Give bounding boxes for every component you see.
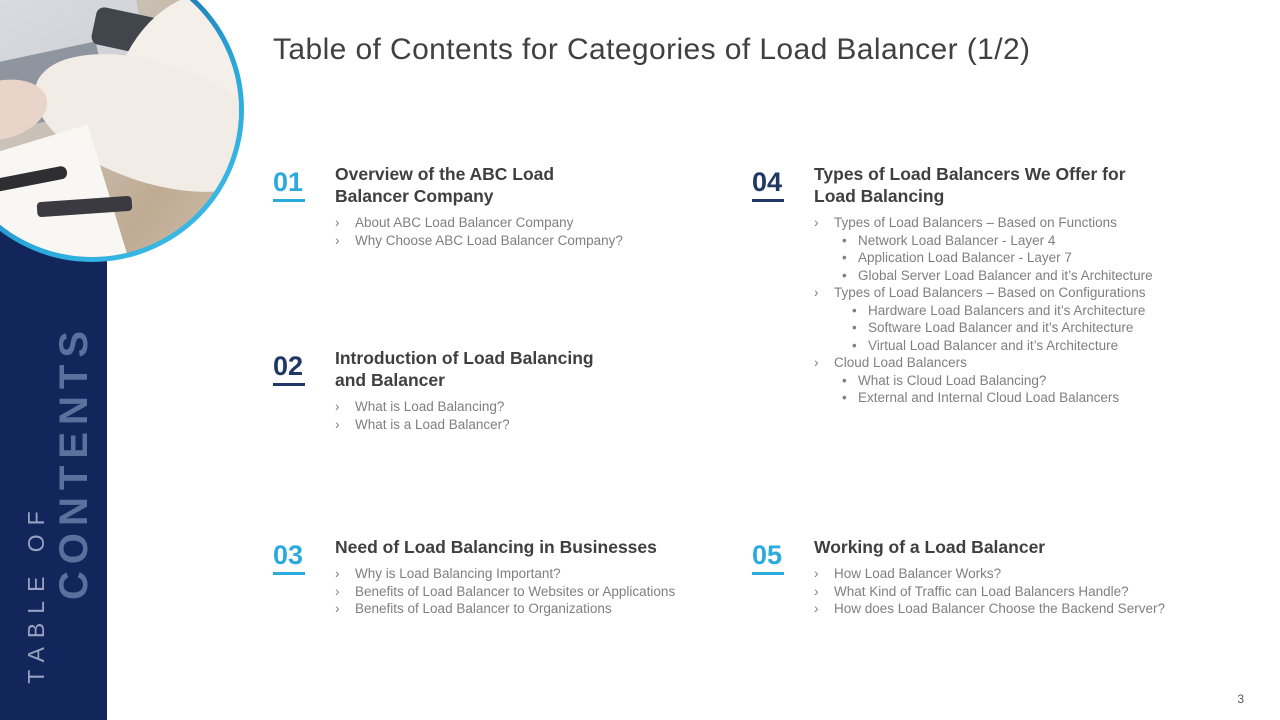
toc-item-text: About ABC Load Balancer Company [355, 215, 574, 230]
section-04 [752, 163, 1153, 407]
toc-item [814, 372, 1153, 390]
chevron-bullet-icon: › [814, 583, 819, 599]
chevron-bullet-icon: › [814, 566, 819, 581]
hands-typing-laptop-photo [0, 0, 239, 257]
section-05-number [752, 536, 814, 618]
section-01-number [273, 163, 335, 249]
dot-bullet-icon: • [842, 390, 847, 405]
toc-item [335, 600, 675, 618]
chevron-bullet-icon: › [814, 215, 819, 230]
chevron-bullet-icon: › [814, 355, 819, 370]
toc-item [814, 354, 1153, 372]
toc-item [814, 302, 1153, 320]
page-title: Table of Contents for Categories of Load Balancer (1/2) [273, 33, 1031, 66]
section-02-title: Introduction of Load Balancing and Balancer [335, 348, 594, 390]
toc-item-text: Cloud Load Balancers [834, 355, 967, 370]
toc-item-text: Application Load Balancer - Layer 7 [858, 250, 1072, 265]
section-05-number-link[interactable]: 05 [752, 542, 784, 575]
toc-item [814, 600, 1165, 618]
section-02-number [273, 347, 335, 433]
chevron-bullet-icon: › [335, 583, 340, 599]
section-03-number-link[interactable]: 03 [273, 542, 305, 575]
toc-item-text: External and Internal Cloud Load Balancers [858, 390, 1120, 405]
section-05-content [814, 536, 1165, 618]
toc-item [814, 319, 1153, 337]
dot-bullet-icon: • [852, 337, 857, 353]
section-04-content [814, 163, 1153, 407]
section-03-items [335, 565, 675, 618]
toc-item-text: What is Load Balancing? [355, 399, 505, 414]
toc-item-text: How Load Balancer Works? [834, 566, 1002, 581]
toc-item [814, 565, 1165, 583]
page-number: 3 [1237, 692, 1244, 706]
dot-bullet-icon: • [842, 250, 847, 265]
section-03-content [335, 536, 675, 618]
section-04-number [752, 163, 814, 407]
toc-item-text: Why is Load Balancing Important? [355, 566, 561, 581]
toc-item [814, 583, 1165, 601]
toc-item-text: What is Cloud Load Balancing? [858, 372, 1047, 388]
toc-item-text: Global Server Load Balancer and it’s Architecture [858, 267, 1153, 283]
section-05-items [814, 565, 1165, 618]
chevron-bullet-icon: › [335, 215, 340, 230]
toc-item-text: Benefits of Load Balancer to Websites or Applications [355, 583, 676, 599]
toc-item-text: What Kind of Traffic can Load Balancers Handle? [834, 583, 1129, 599]
dot-bullet-icon: • [842, 267, 847, 283]
toc-item-text: Types of Load Balancers – Based on Configurations [834, 285, 1146, 300]
sidebar-table-of-label: TABLE OF [23, 502, 49, 684]
toc-item [814, 284, 1153, 302]
section-02-items [335, 398, 607, 433]
toc-item-text: Virtual Load Balancer and it’s Architecture [868, 337, 1119, 353]
toc-item [335, 232, 623, 250]
toc-item [335, 416, 607, 434]
toc-item [814, 337, 1153, 355]
toc-item [814, 249, 1153, 267]
toc-item [335, 583, 675, 601]
toc-item-text: How does Load Balancer Choose the Backend Server? [834, 601, 1165, 616]
toc-item [814, 389, 1153, 407]
toc-item-text: Hardware Load Balancers and it’s Architecture [868, 302, 1146, 318]
section-01-content [335, 163, 623, 249]
chevron-bullet-icon: › [335, 601, 340, 616]
toc-item-text: Why Choose ABC Load Balancer Company? [355, 232, 623, 248]
dot-bullet-icon: • [842, 232, 847, 248]
toc-item [814, 214, 1153, 232]
dot-bullet-icon: • [842, 372, 847, 388]
section-02-content [335, 347, 607, 433]
toc-item [335, 398, 607, 416]
section-04-title: Types of Load Balancers We Offer for Load Balancing [814, 164, 1126, 206]
chevron-bullet-icon: › [335, 399, 340, 414]
section-02 [273, 347, 607, 433]
toc-item [335, 214, 623, 232]
toc-item [814, 232, 1153, 250]
toc-item-text: Software Load Balancer and it’s Architecture [868, 320, 1134, 335]
section-03 [273, 536, 675, 618]
chevron-bullet-icon: › [335, 232, 340, 248]
toc-item [814, 267, 1153, 285]
chevron-bullet-icon: › [814, 601, 819, 616]
toc-item [335, 565, 675, 583]
section-01-number-link[interactable]: 01 [273, 169, 305, 202]
section-04-number-link[interactable]: 04 [752, 169, 784, 202]
section-03-number [273, 536, 335, 618]
toc-item-text: Benefits of Load Balancer to Organizations [355, 601, 612, 616]
sidebar-contents-label: CONTENTS [52, 324, 96, 600]
section-01-title: Overview of the ABC Load Balancer Company [335, 164, 555, 206]
section-03-title: Need of Load Balancing in Businesses [335, 537, 657, 557]
section-01-items [335, 214, 623, 249]
section-02-number-link[interactable]: 02 [273, 353, 305, 386]
photo-ring [0, 0, 244, 262]
section-05-title: Working of a Load Balancer [814, 537, 1046, 557]
chevron-bullet-icon: › [814, 285, 819, 300]
toc-item-text: Network Load Balancer - Layer 4 [858, 232, 1056, 248]
section-01 [273, 163, 623, 249]
section-04-items [814, 214, 1153, 407]
dot-bullet-icon: • [852, 302, 857, 318]
section-05 [752, 536, 1165, 618]
chevron-bullet-icon: › [335, 566, 340, 581]
dot-bullet-icon: • [852, 320, 857, 335]
toc-item-text: What is a Load Balancer? [355, 416, 510, 432]
chevron-bullet-icon: › [335, 416, 340, 432]
toc-item-text: Types of Load Balancers – Based on Functions [834, 215, 1117, 230]
